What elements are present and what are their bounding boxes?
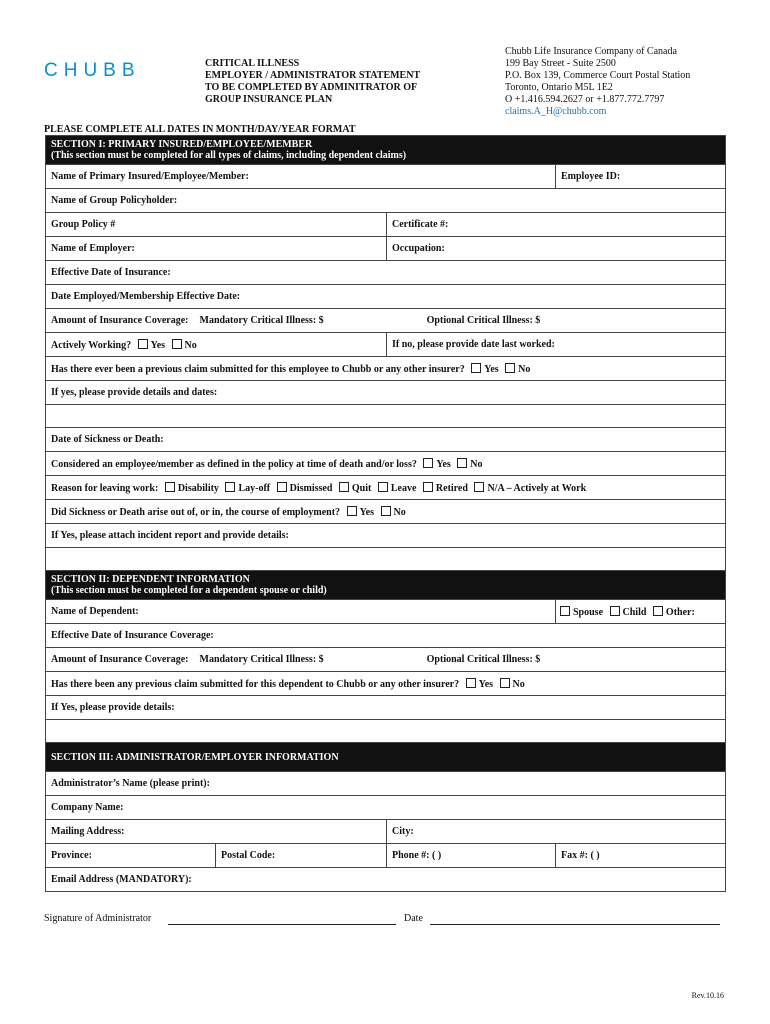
- signature-label: Signature of Administrator: [44, 913, 152, 924]
- reason-option: Lay-off: [238, 482, 271, 494]
- chubb-logo: CHUBB: [44, 60, 141, 81]
- signature-line[interactable]: [168, 924, 396, 925]
- dependent-previous-claim-label: Has there been any previous claim submitted for this dependent to Chubb or any other insurer?: [51, 678, 460, 690]
- spouse-checkbox[interactable]: [560, 606, 570, 616]
- incident-report-input[interactable]: [46, 548, 726, 571]
- dependent-claim-yes-checkbox[interactable]: [466, 678, 476, 688]
- arise-out-yes-checkbox[interactable]: [347, 506, 357, 516]
- address-line: Toronto, Ontario M5L 1E2: [505, 82, 613, 93]
- reason-dismissed-checkbox[interactable]: [277, 482, 287, 492]
- reason-na-checkbox[interactable]: [474, 482, 484, 492]
- occupation-field[interactable]: Occupation:: [387, 237, 726, 261]
- dependent-previous-claim-field: [46, 672, 726, 696]
- date-line[interactable]: [430, 924, 720, 925]
- city-field[interactable]: City:: [387, 820, 726, 844]
- section3-header: [46, 743, 726, 772]
- reason-quit-checkbox[interactable]: [339, 482, 349, 492]
- postal-code-field[interactable]: Postal Code:: [216, 844, 387, 868]
- email-field[interactable]: Email Address (MANDATORY):: [46, 868, 726, 892]
- document-title: [205, 58, 420, 106]
- dependent-effective-date-field[interactable]: Effective Date of Insurance Coverage:: [46, 624, 726, 648]
- actively-working-field: [46, 333, 387, 357]
- section1-header: [46, 136, 726, 165]
- last-worked-field[interactable]: If no, please provide date last worked:: [387, 333, 726, 357]
- certificate-field[interactable]: Certificate #:: [387, 213, 726, 237]
- reason-option: Leave: [390, 482, 417, 494]
- reason-leave-checkbox[interactable]: [378, 482, 388, 492]
- title-line: EMPLOYER / ADMINISTRATOR STATEMENT: [205, 70, 421, 81]
- yes-label: Yes: [478, 678, 494, 690]
- considered-yes-checkbox[interactable]: [423, 458, 433, 468]
- dependent-amount-field[interactable]: [46, 648, 726, 672]
- yes-label: Yes: [359, 506, 375, 518]
- mandatory-amount-label: Mandatory Critical Illness: $: [199, 654, 324, 665]
- employer-name-field[interactable]: Name of Employer:: [46, 237, 387, 261]
- section-title: SECTION II: DEPENDENT INFORMATION: [51, 574, 250, 585]
- mailing-address-field[interactable]: Mailing Address:: [46, 820, 387, 844]
- address-line: P.O. Box 139, Commerce Court Postal Station: [505, 70, 691, 81]
- reason-option: Disability: [177, 482, 219, 494]
- primary-insured-name-field[interactable]: Name of Primary Insured/Employee/Member:: [46, 165, 556, 189]
- reason-leaving-label: Reason for leaving work:: [51, 482, 159, 494]
- considered-label: Considered an employee/member as defined in the policy at time of death and/or loss?: [51, 458, 417, 470]
- dependent-claim-no-checkbox[interactable]: [500, 678, 510, 688]
- province-field[interactable]: Province:: [46, 844, 216, 868]
- amount-label: Amount of Insurance Coverage:: [51, 315, 189, 326]
- amount-label: Amount of Insurance Coverage:: [51, 654, 189, 665]
- section-title: SECTION I: PRIMARY INSURED/EMPLOYEE/MEMBER: [51, 139, 313, 150]
- other-checkbox[interactable]: [653, 606, 663, 616]
- reason-option: Dismissed: [289, 482, 333, 494]
- section-subtitle: (This section must be completed for a dependent spouse or child): [51, 585, 327, 596]
- optional-amount-label: Optional Critical Illness: $: [426, 654, 541, 665]
- child-checkbox[interactable]: [610, 606, 620, 616]
- yes-label: Yes: [436, 458, 451, 470]
- fax-field[interactable]: Fax #: ( ): [556, 844, 726, 868]
- reason-option: Retired: [435, 482, 468, 494]
- reason-leaving-field: [46, 476, 726, 500]
- insurance-amount-field[interactable]: [46, 309, 726, 333]
- date-employed-field[interactable]: Date Employed/Membership Effective Date:: [46, 285, 726, 309]
- group-policyholder-field[interactable]: Name of Group Policyholder:: [46, 189, 726, 213]
- considered-no-checkbox[interactable]: [457, 458, 467, 468]
- optional-amount-label: Optional Critical Illness: $: [426, 315, 541, 326]
- effective-date-field[interactable]: Effective Date of Insurance:: [46, 261, 726, 285]
- previous-claim-label: Has there ever been a previous claim submitted for this employee to Chubb or any other insurer?: [51, 363, 465, 375]
- date-sickness-field[interactable]: Date of Sickness or Death:: [46, 428, 726, 452]
- address-line: 199 Bay Street - Suite 2500: [505, 58, 616, 69]
- spouse-label: Spouse: [573, 606, 604, 618]
- arise-out-no-checkbox[interactable]: [381, 506, 391, 516]
- dependent-details-input[interactable]: [46, 720, 726, 743]
- section2-header: [46, 571, 726, 600]
- reason-retired-checkbox[interactable]: [423, 482, 433, 492]
- previous-claim-details-input[interactable]: [46, 405, 726, 428]
- actively-working-label: Actively Working?: [51, 339, 132, 351]
- company-address: [505, 46, 690, 118]
- incident-report-label: If Yes, please attach incident report and provide details:: [46, 524, 726, 548]
- claim-form: [45, 135, 726, 892]
- no-label: No: [470, 458, 483, 470]
- actively-working-no-checkbox[interactable]: [172, 339, 182, 349]
- date-format-note: PLEASE COMPLETE ALL DATES IN MONTH/DAY/YEAR FORMAT: [44, 124, 356, 135]
- dependent-name-field[interactable]: Name of Dependent:: [46, 600, 556, 624]
- child-label: Child: [622, 606, 647, 618]
- revision-label: Rev.10.16: [691, 991, 724, 1000]
- no-label: No: [184, 339, 197, 351]
- employee-id-field[interactable]: Employee ID:: [556, 165, 726, 189]
- reason-option: N/A – Actively at Work: [487, 482, 587, 494]
- administrator-name-field[interactable]: Administrator’s Name (please print):: [46, 772, 726, 796]
- address-line: O +1.416.594.2627 or +1.877.772.7797: [505, 94, 665, 105]
- arise-out-field: [46, 500, 726, 524]
- title-line: GROUP INSURANCE PLAN: [205, 94, 333, 105]
- section-subtitle: (This section must be completed for all types of claims, including dependent claims): [51, 150, 407, 161]
- previous-claim-no-checkbox[interactable]: [505, 363, 515, 373]
- date-label: Date: [404, 913, 423, 924]
- phone-field[interactable]: Phone #: ( ): [387, 844, 556, 868]
- claims-email-link[interactable]: claims.A_H@chubb.com: [505, 106, 607, 117]
- dependent-relation-field: [556, 600, 726, 624]
- arise-out-label: Did Sickness or Death arise out of, or in, the course of employment?: [51, 506, 341, 518]
- reason-layoff-checkbox[interactable]: [225, 482, 235, 492]
- title-line: TO BE COMPLETED BY ADMINITRATOR OF: [205, 82, 418, 93]
- no-label: No: [518, 363, 531, 375]
- title-line: CRITICAL ILLNESS: [205, 58, 300, 69]
- dependent-details-label: If Yes, please provide details:: [46, 696, 726, 720]
- no-label: No: [393, 506, 406, 518]
- company-name-field[interactable]: Company Name:: [46, 796, 726, 820]
- mandatory-amount-label: Mandatory Critical Illness: $: [199, 315, 324, 326]
- address-line: Chubb Life Insurance Company of Canada: [505, 46, 677, 57]
- yes-label: Yes: [484, 363, 499, 375]
- yes-label: Yes: [150, 339, 166, 351]
- section-title: SECTION III: ADMINISTRATOR/EMPLOYER INFORMATION: [46, 743, 726, 772]
- previous-claim-details-label: If yes, please provide details and dates:: [46, 381, 726, 405]
- previous-claim-yes-checkbox[interactable]: [471, 363, 481, 373]
- considered-employee-field: [46, 452, 726, 476]
- reason-disability-checkbox[interactable]: [165, 482, 175, 492]
- group-policy-field[interactable]: Group Policy #: [46, 213, 387, 237]
- previous-claim-employee-field: [46, 357, 726, 381]
- actively-working-yes-checkbox[interactable]: [138, 339, 148, 349]
- other-label: Other:: [665, 606, 695, 618]
- no-label: No: [512, 678, 525, 690]
- reason-option: Quit: [351, 482, 372, 494]
